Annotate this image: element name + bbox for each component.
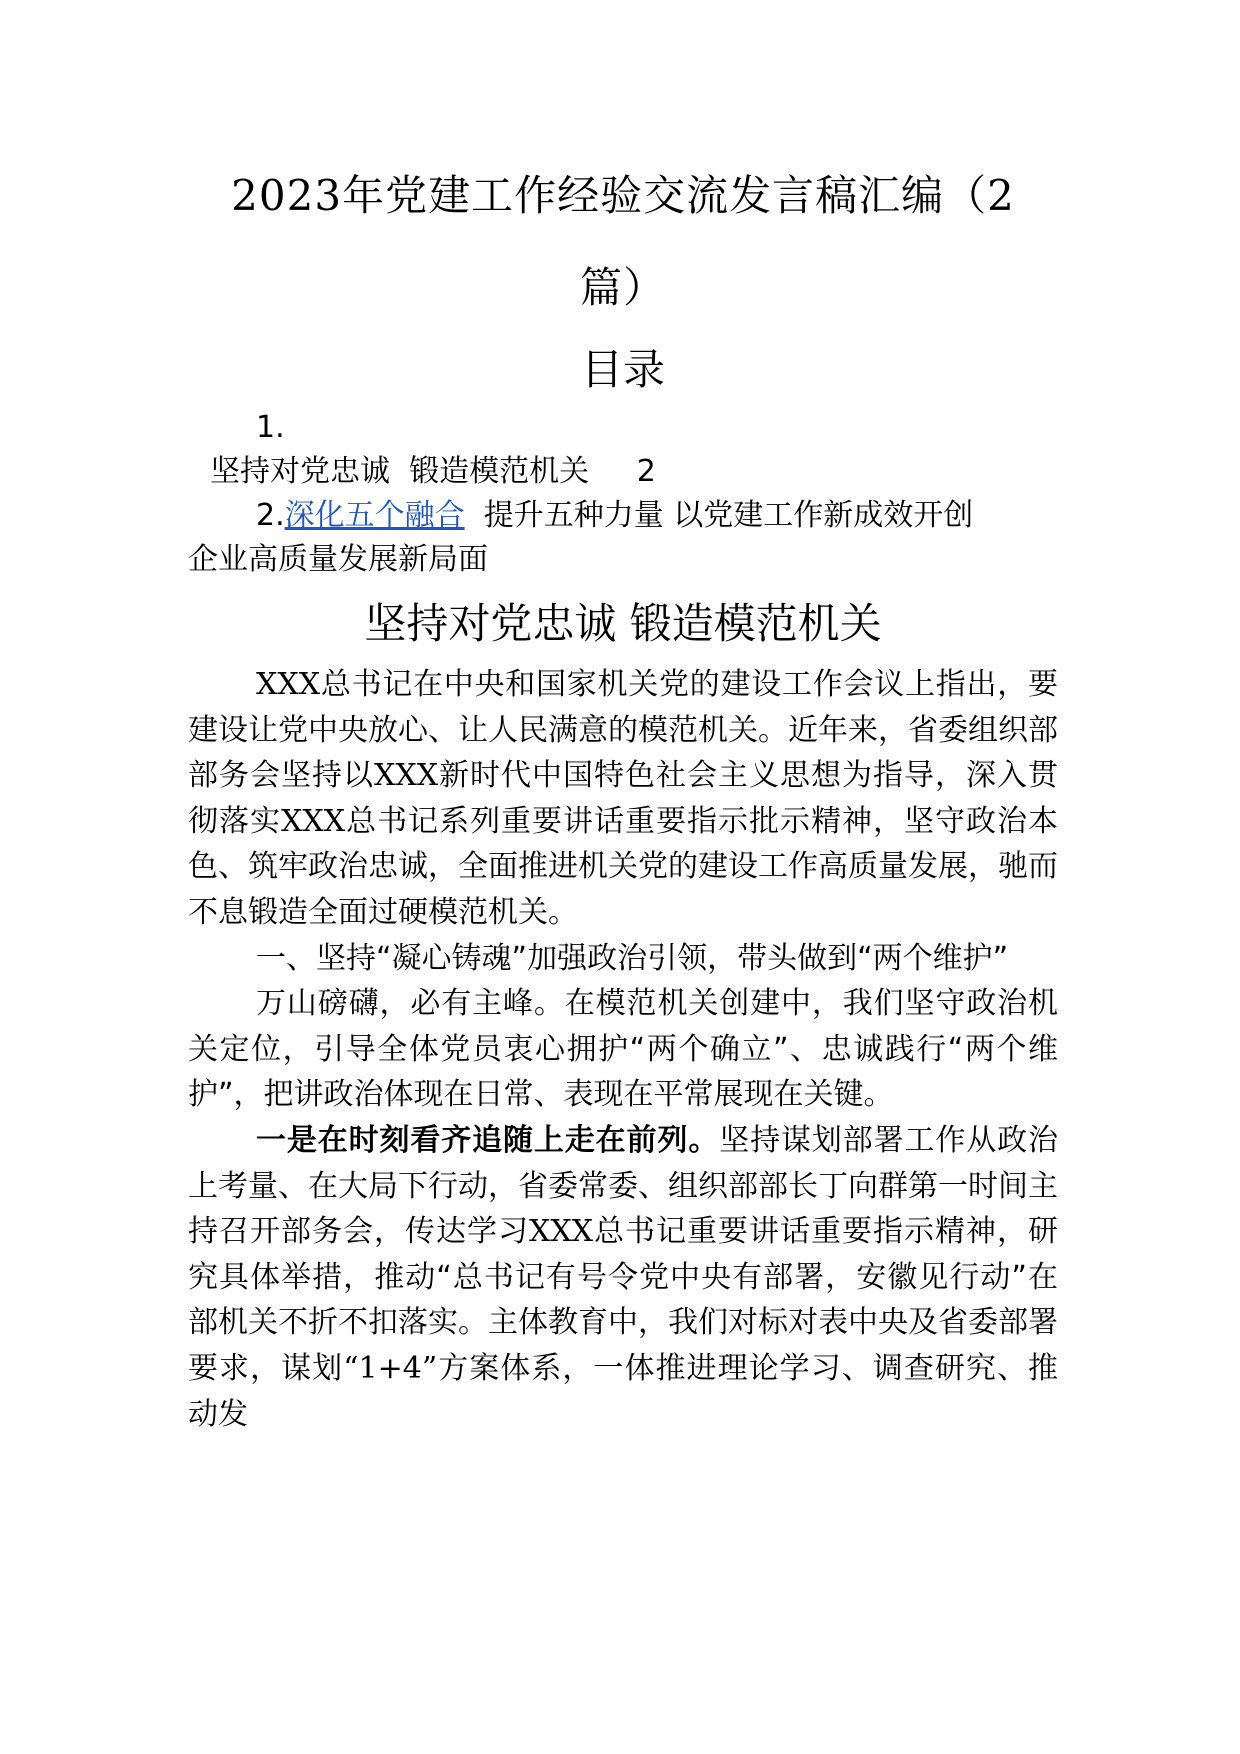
title-count: 2 <box>987 171 1015 220</box>
toc-item1-text[interactable]: 坚持对党忠诚 锻造模范机关 2 <box>210 454 656 489</box>
text-run: XXX <box>528 1214 594 1250</box>
document-page <box>188 150 1058 1437</box>
text-run: “1+4” <box>343 1350 438 1386</box>
title-text: 年党建工作经验交流发言稿汇编（ <box>342 171 988 220</box>
text-run: 坚持谋划部署工作从政治上考量、在大局下行动，省委常委、组织部部长丁向群第一时间主持召开部务会，传达学习 <box>188 1122 1059 1250</box>
toc-item2-link[interactable]: 深化五个融合 <box>284 498 465 533</box>
text-run: 总书记重要讲话重要指示精神，研究具体举措，推动“总书记有号令党中央有部署，安徽见行动”在部机关不折不扣落实。主体教育中，我们对标对表中央及省委部署要求，谋划 <box>188 1214 1059 1386</box>
section-title: 坚持对党忠诚 锻造模范机关 <box>364 599 882 648</box>
paragraph-heading-1: 一、坚持“凝心铸魂”加强政治引领，带头做到“两个维护” <box>256 940 1009 976</box>
toc-item2-continuation: 企业高质量发展新局面 <box>188 542 488 577</box>
bold-lead: 一是在时刻看齐追随上走在前列。 <box>256 1122 720 1158</box>
article-body <box>188 662 1058 1437</box>
text-run: 总书记系列重要讲话重要指示批示精神，坚守政治本色、筑牢政治忠诚，全面推进机关党的建设工作高质量发展，驰而不息锻造全面过硬模范机关。 <box>188 803 1059 930</box>
document-title <box>188 150 1058 334</box>
text-run: 方案体系，一体推进理论学习、调查研究、推动发 <box>188 1350 1058 1432</box>
toc-item1-number: 1. <box>256 410 285 445</box>
toc-item2-number: 2. <box>256 498 285 533</box>
text-run: 新时代中国特色社会主义思想为指导，深入贯彻落实 <box>188 758 1059 839</box>
title-line2: 篇） <box>579 263 666 312</box>
table-of-contents <box>188 406 1058 582</box>
paragraph-3 <box>188 1118 1058 1437</box>
text-run: XXX <box>373 758 439 794</box>
toc-item2-text: 提升五种力量 以党建工作新成效开创 <box>464 498 974 533</box>
paragraph-2: 万山磅礴，必有主峰。在模范机关创建中，我们坚守政治机关定位，引导全体党员衷心拥护“两个确立”、忠诚践行“两个维护”，把讲政治体现在日常、表现在平常展现在关键。 <box>188 986 1058 1113</box>
title-year: 2023 <box>231 171 343 220</box>
paragraph-intro <box>188 662 1058 936</box>
text-run: XXX <box>281 803 346 839</box>
toc-item2 <box>188 494 1058 538</box>
toc-heading: 目录 <box>580 345 665 394</box>
text-run: XXX <box>256 667 321 702</box>
text-run: 总书记在中央和国家机关党的建设工作会议上指出，要建设让党中央放心、让人民满意的模范机关。近年来，省委组织部部务会坚持以 <box>188 667 1058 794</box>
